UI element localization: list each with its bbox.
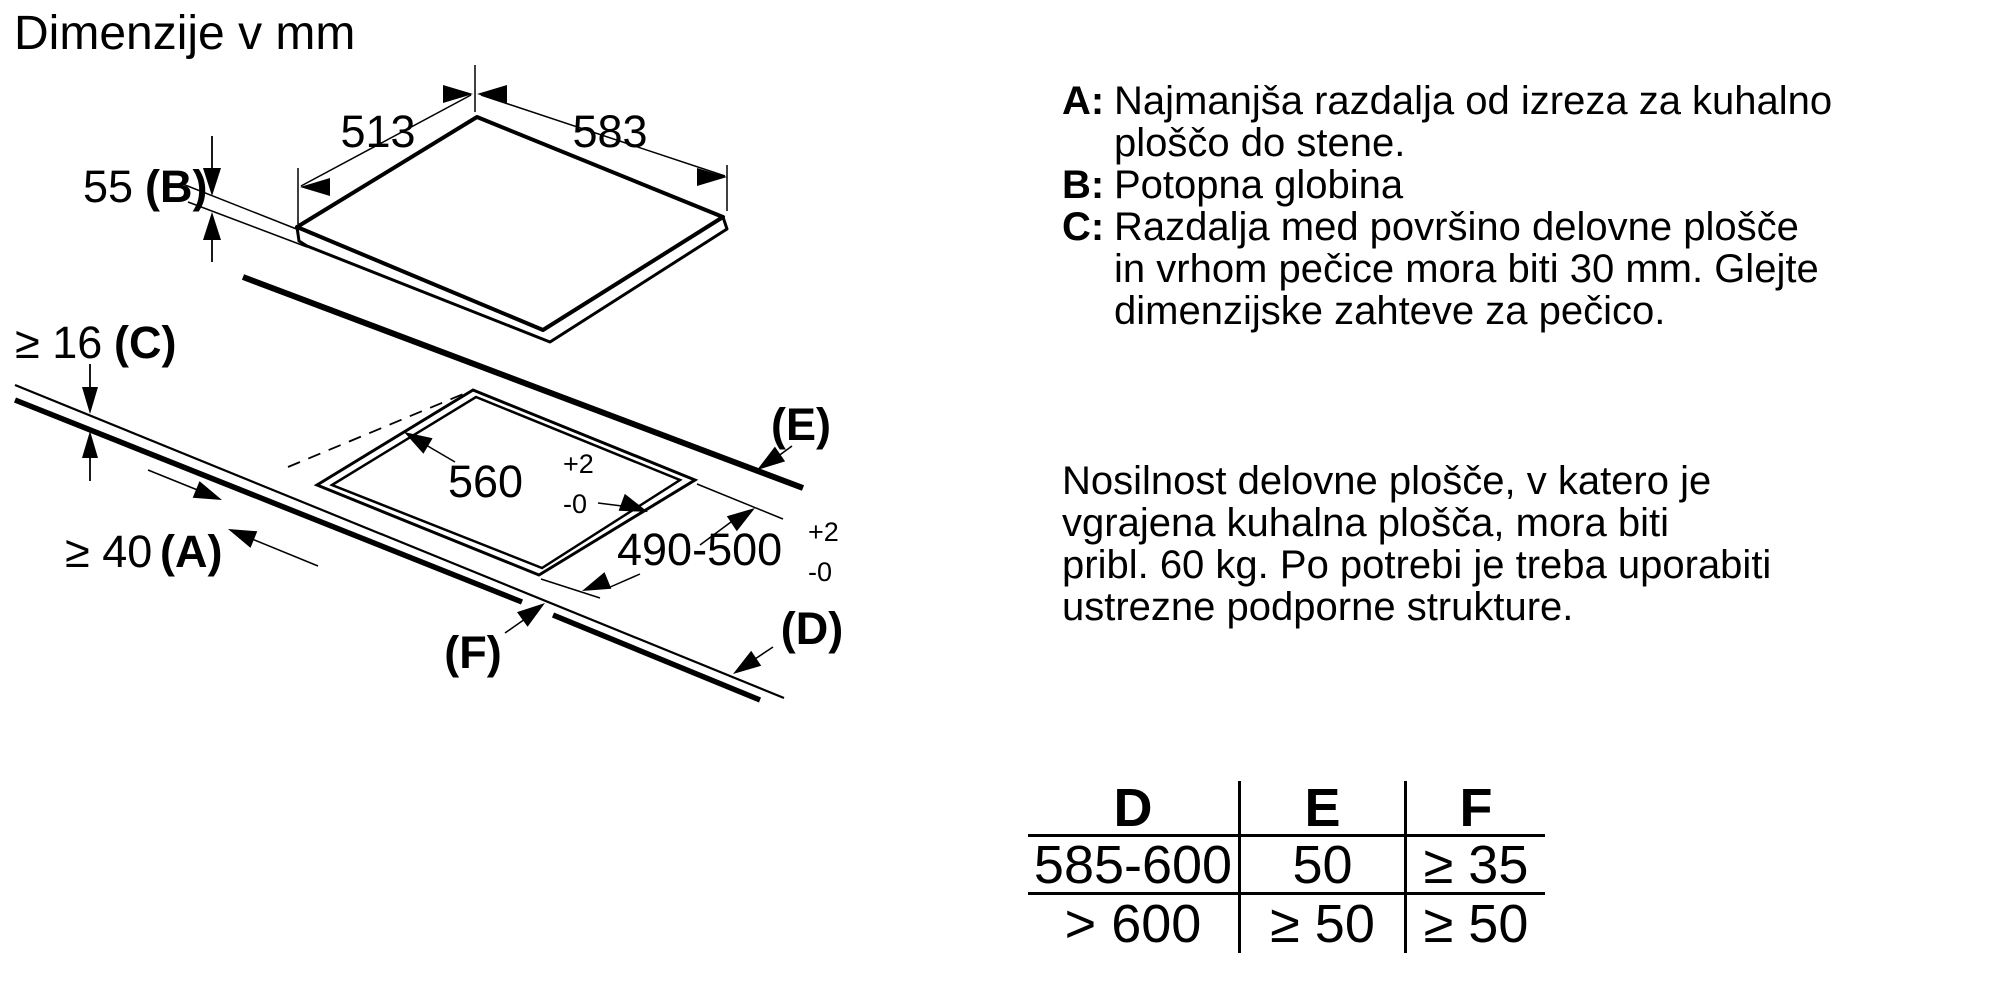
table-cell-e1: 50 [1241, 837, 1407, 895]
arrowhead [517, 603, 545, 627]
cutout-depth-tol-minus: -0 [808, 557, 833, 587]
arrowhead [733, 651, 761, 674]
arrowhead [477, 85, 507, 103]
table-cell-f1: ≥ 35 [1407, 837, 1545, 895]
table-cell-d2: > 600 [1028, 895, 1241, 953]
table-header-e: E [1241, 781, 1407, 837]
dim-a-group [65, 470, 318, 577]
arrowhead [82, 387, 98, 414]
legend-item-a [1062, 80, 1962, 164]
arrowhead [757, 447, 785, 470]
table-cell-f2: ≥ 50 [1423, 894, 1529, 954]
arrowhead [203, 212, 221, 240]
table-header-f: F [1407, 781, 1545, 837]
label-e: (E) [771, 399, 831, 450]
load-capacity-note: Nosilnost delovne plošče, v katero je vgrajena kuhalna plošča, mora biti pribl. 60 kg. Po potrebi je treba uporabiti ustrezne podporne strukture. [1062, 459, 1772, 629]
legend-text-b: Potopna globina [1114, 163, 1404, 207]
label-d: (D) [780, 603, 844, 654]
dim-c-value: ≥ 16 [15, 317, 103, 368]
dim-b-label: (B) [145, 161, 208, 212]
table-header-d: D [1028, 781, 1241, 837]
cutout-depth-tol-plus: +2 [808, 517, 839, 547]
legend-item-b [1062, 164, 1962, 206]
dim-513-text: 513 [340, 106, 416, 157]
cutout-width-tol-minus: -0 [563, 489, 588, 519]
arrowhead [443, 85, 473, 103]
dim-c-label: (C) [114, 317, 177, 368]
arrowhead [193, 481, 222, 500]
callout-f-group [444, 603, 545, 678]
dim-b-value: 55 [82, 161, 133, 212]
arrowhead [300, 178, 330, 196]
dim-a-value: ≥ 40 [65, 526, 153, 577]
legend-key-b: B: [1062, 163, 1105, 207]
callout-e-group [757, 399, 831, 470]
arrowhead [228, 529, 257, 548]
dim-b-group [83, 136, 307, 262]
cutout-depth-text: 490-500 [617, 524, 783, 575]
def-dimension-table [1028, 777, 1545, 954]
table-cell-d1: 585-600 [1028, 837, 1241, 895]
dim-583-text: 583 [572, 106, 648, 157]
legend-text-a: Najmanjša razdalja od izreza za kuhalno ploščo do stene. [1114, 79, 1833, 165]
legend-key-a: A: [1062, 79, 1105, 123]
installation-diagram [0, 0, 880, 745]
arrowhead [582, 572, 611, 591]
callout-d-group [733, 603, 843, 674]
legend-item-c [1062, 206, 1962, 332]
cutout-width-tol-plus: +2 [563, 449, 594, 479]
label-f: (F) [444, 627, 502, 678]
worktop-front-bottom-edge-right [553, 615, 760, 700]
table-cell-e2: ≥ 50 [1241, 895, 1407, 953]
legend-text-c: Razdalja med površino delovne plošče in vrhom pečice mora biti 30 mm. Glejte dimenzijske zahteve za pečico. [1114, 205, 1819, 333]
arrowhead [697, 168, 727, 186]
legend [1062, 80, 1962, 332]
dim-a-label: (A) [160, 526, 223, 577]
cutout-width-text: 560 [448, 456, 524, 507]
page-title: Dimenzije v mm [14, 7, 356, 60]
legend-key-c: C: [1062, 205, 1105, 249]
